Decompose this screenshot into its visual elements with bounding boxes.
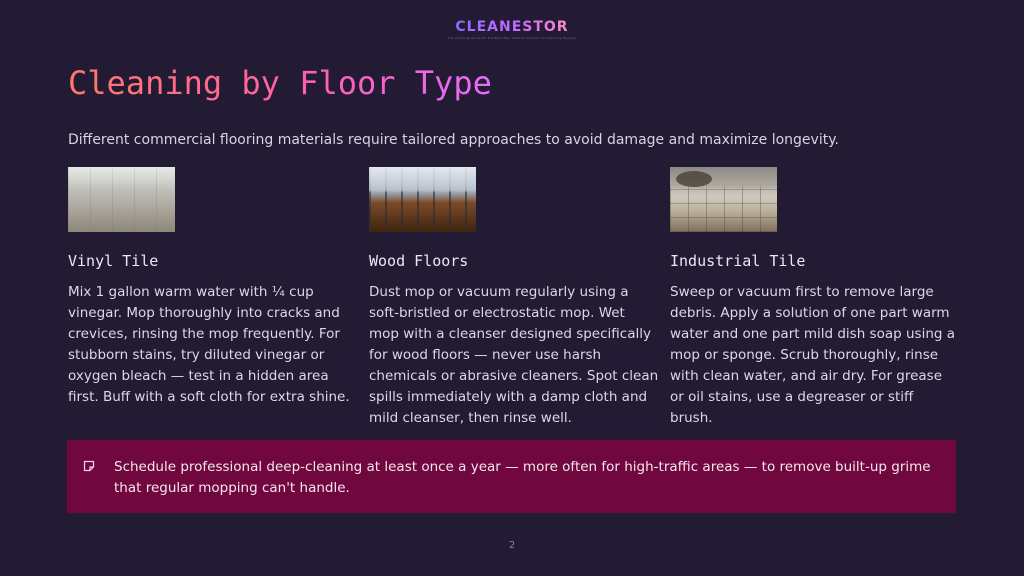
card-body: Mix 1 gallon warm water with ¼ cup vinegar. Mop thoroughly into cracks and crevices, rinsing the mop frequently. For stubborn stains, try diluted vinegar or oxygen bleach — test in a hidden area first. Buff with a soft cloth for extra shine. bbox=[68, 284, 350, 405]
note-icon bbox=[83, 460, 95, 472]
floor-type-card-wood bbox=[369, 167, 659, 429]
vinyl-floor-image bbox=[68, 167, 175, 232]
tip-callout-text: Schedule professional deep-cleaning at least once a year — more often for high-traffic areas — to remove built-up grime that regular mopping can't handle. bbox=[114, 459, 931, 496]
brand-logo-wordmark: CLEANESTOR bbox=[455, 19, 569, 35]
slide-title: Cleaning by Floor Type bbox=[68, 64, 492, 102]
brand-logo bbox=[0, 16, 1024, 40]
card-title: Industrial Tile bbox=[670, 252, 806, 270]
page-number: 2 bbox=[508, 540, 516, 551]
card-title: Vinyl Tile bbox=[68, 252, 159, 270]
slide-intro: Different commercial flooring materials require tailored approaches to avoid damage and maximize longevity. bbox=[68, 132, 839, 148]
floor-type-card-industrial bbox=[670, 167, 960, 429]
card-title: Wood Floors bbox=[369, 252, 469, 270]
industrial-floor-image bbox=[670, 167, 777, 232]
wood-floor-image bbox=[369, 167, 476, 232]
tip-callout bbox=[67, 440, 956, 513]
card-body: Sweep or vacuum first to remove large debris. Apply a solution of one part warm water and one part mild dish soap using a mop or sponge. Scrub thoroughly, rinse with clean water, and air dry. For grease or oil stains, use a degreaser or stiff brush. bbox=[670, 284, 956, 426]
card-body: Dust mop or vacuum regularly using a soft-bristled or electrostatic mop. Wet mop with a cleanser designed specifically for wood floors — never use harsh chemicals or abrasive cleaners. Spot clean spills immediately with a damp cloth and mild cleanser, then rinse well. bbox=[369, 284, 659, 426]
floor-type-card-vinyl bbox=[68, 167, 358, 408]
brand-logo-tagline: The Cleaning Guide for the Best Way Towards Commercial Cleaning Mastery bbox=[447, 36, 577, 40]
